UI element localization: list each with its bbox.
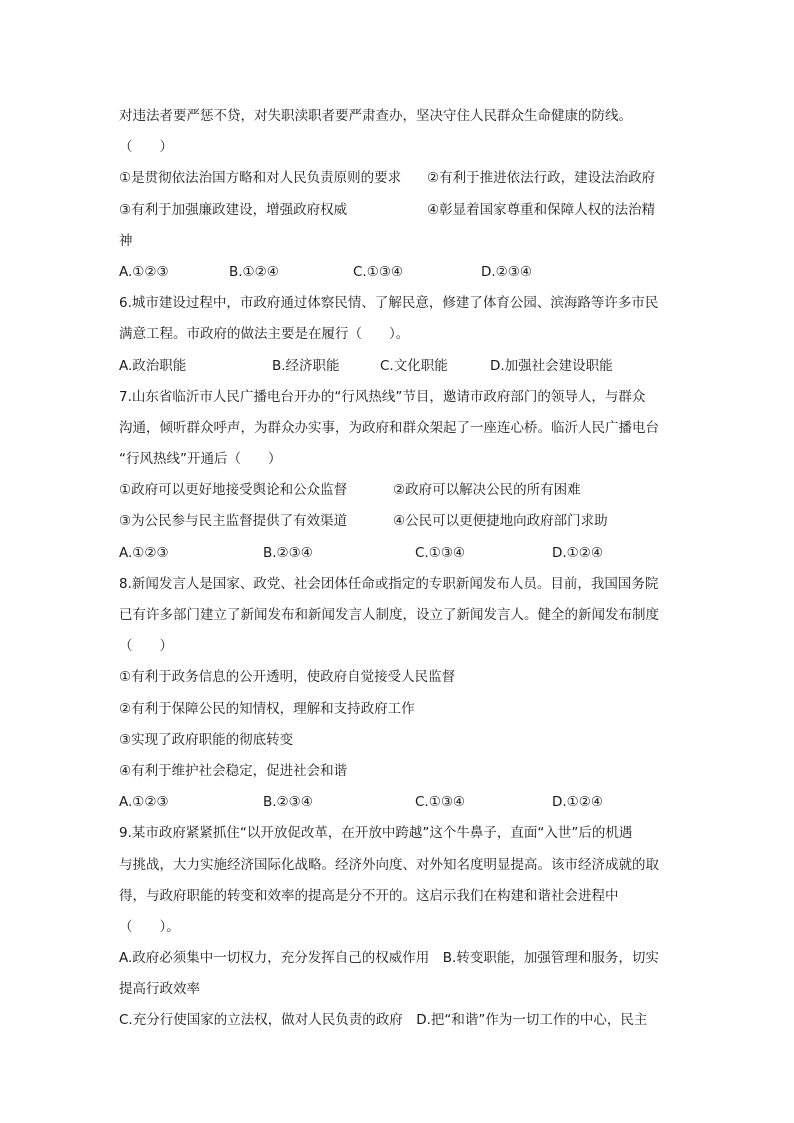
option-b: B.经济职能 xyxy=(272,357,340,374)
statement-4: ④彰显着国家尊重和保障人权的法治精 xyxy=(427,201,656,218)
statement-2: ②有利于保障公民的知情权，理解和支持政府工作 xyxy=(119,700,415,717)
question-9-text: 得，与政府职能的转变和效率的提高是分不开的。这启示我们在构建和谐社会进程中 xyxy=(119,887,619,904)
option-a: A.政治职能 xyxy=(119,357,187,374)
statement-row xyxy=(119,475,679,506)
answer-options-q8 xyxy=(119,787,679,818)
statement-3: ③为公民参与民主监督提供了有效渠道 xyxy=(119,513,348,530)
option-b: B.①②④ xyxy=(229,263,279,280)
option-a: A.①②③ xyxy=(119,794,169,811)
statement-2: ②有利于推进依法行政，建设法治政府 xyxy=(427,170,656,187)
option-line: C.充分行使国家的立法权，做对人民负责的政府 D.把“和谐”作为一切工作的中心，民主 xyxy=(119,1012,648,1029)
option-c: C.①③④ xyxy=(415,544,466,561)
question-8-text: 8.新闻发言人是国家、政党、社会团体任命或指定的专职新闻发布人员。目前，我国国务院 xyxy=(119,575,659,592)
option-c: C.①③④ xyxy=(353,263,404,280)
statement-4: ④公民可以更便捷地向政府部门求助 xyxy=(393,513,608,530)
option-a: A.①②③ xyxy=(119,544,169,561)
answer-options-q6 xyxy=(119,351,679,382)
statement-row xyxy=(119,195,679,226)
question-7-text: 7.山东省临沂市人民广播电台开办的“行风热线”节目，邀请市政府部门的领导人，与群众 xyxy=(119,388,646,405)
answer-options-q7 xyxy=(119,538,679,569)
question-content xyxy=(119,101,679,1037)
question-9-text: 9.某市政府紧紧抓住“以开放促改革，在开放中跨越”这个牛鼻子，直面“入世”后的机遇 xyxy=(119,825,633,842)
statement-1: ①是贯彻依法治国方略和对人民负责原则的要求 xyxy=(119,170,402,187)
question-6-text: 6.城市建设过程中，市政府通过体察民情、了解民意，修建了体育公园、滨海路等许多市民 xyxy=(119,295,659,312)
option-a: A.①②③ xyxy=(119,263,169,280)
option-line: 提高行政效率 xyxy=(119,981,200,998)
text-line: 神 xyxy=(119,232,133,249)
statement-4: ④有利于维护社会稳定，促进社会和谐 xyxy=(119,762,348,779)
question-7-text: 沟通，倾听群众呼声，为群众办实事，为政府和群众架起了一座连心桥。临沂人民广播电台 xyxy=(119,419,659,436)
statement-row xyxy=(119,506,679,537)
statement-2: ②政府可以解决公民的所有困难 xyxy=(393,482,581,499)
statement-3: ③实现了政府职能的彻底转变 xyxy=(119,731,294,748)
statement-1: ①有利于政务信息的公开透明，使政府自觉接受人民监督 xyxy=(119,669,456,686)
statement-3: ③有利于加强廉政建设，增强政府权威 xyxy=(119,201,348,218)
option-line: A.政府必须集中一切权力，充分发挥自己的权威作用 B.转变职能，加强管理和服务，切实 xyxy=(119,950,659,967)
answer-options-q5 xyxy=(119,257,679,288)
question-8-text: 已有许多部门建立了新闻发布和新闻发言人制度，设立了新闻发言人。健全的新闻发布制度 xyxy=(119,607,659,623)
answer-bracket: （ ） xyxy=(119,139,173,156)
option-d: D.①②④ xyxy=(552,544,603,561)
answer-bracket: （ ）。 xyxy=(119,918,180,935)
answer-bracket: （ ） xyxy=(119,638,173,655)
statement-row xyxy=(119,163,679,194)
option-c: C.文化职能 xyxy=(380,357,448,374)
question-6-text: 满意工程。市政府的做法主要是在履行（ ）。 xyxy=(119,326,410,343)
question-7-text: “行风热线”开通后（ ） xyxy=(119,451,282,468)
statement-1: ①政府可以更好地接受舆论和公众监督 xyxy=(119,482,348,499)
text-line: 对违法者要严惩不贷，对失职渎职者要严肃查办，坚决守住人民群众生命健康的防线。 xyxy=(119,108,632,124)
option-d: D.①②④ xyxy=(552,794,603,811)
option-c: C.①③④ xyxy=(415,794,466,811)
option-d: D.加强社会建设职能 xyxy=(490,357,613,374)
option-b: B.②③④ xyxy=(263,544,313,561)
option-b: B.②③④ xyxy=(263,794,313,811)
question-9-text: 与挑战，大力实施经济国际化战略。经济外向度、对外知名度明显提高。该市经济成就的取 xyxy=(119,856,659,873)
option-d: D.②③④ xyxy=(481,263,532,280)
